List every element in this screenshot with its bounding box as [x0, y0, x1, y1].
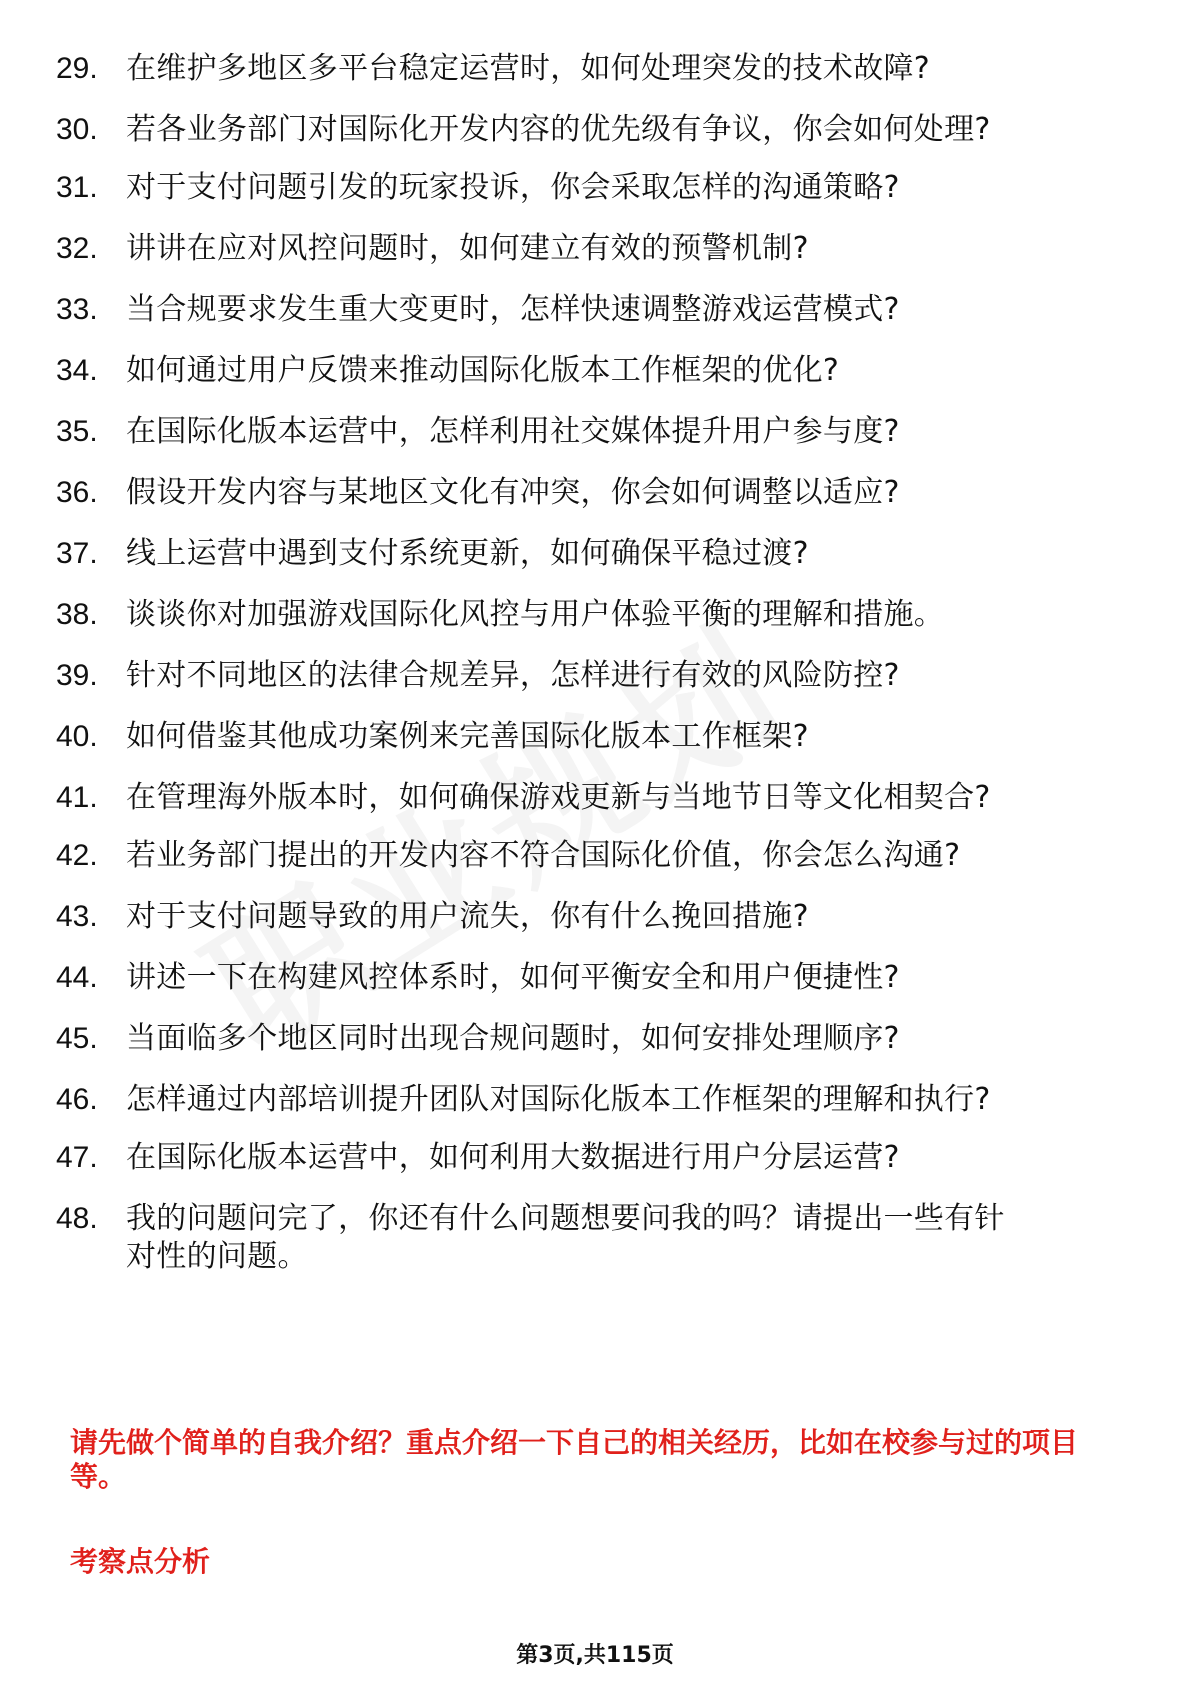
question-number: 41. — [56, 781, 98, 814]
question-text: 怎样通过内部培训提升团队对国际化版本工作框架的理解和执行? — [126, 1082, 991, 1117]
question-number: 44. — [56, 961, 98, 994]
question-number: 30. — [56, 113, 98, 146]
question-item — [56, 779, 1116, 817]
question-text: 当面临多个地区同时出现合规问题时，如何安排处理顺序? — [126, 1021, 900, 1056]
page-footer: 第3页,共115页 — [516, 1643, 674, 1668]
question-item — [56, 1200, 1116, 1276]
question-text: 如何借鉴其他成功案例来完善国际化版本工作框架? — [126, 719, 809, 754]
question-text: 线上运营中遇到支付系统更新，如何确保平稳过渡? — [126, 536, 809, 571]
question-text: 针对不同地区的法律合规差异，怎样进行有效的风险防控? — [126, 658, 900, 693]
question-number: 42. — [56, 839, 98, 872]
question-text: 对于支付问题引发的玩家投诉，你会采取怎样的沟通策略? — [126, 170, 900, 205]
question-item — [56, 169, 1116, 207]
question-text: 我的问题问完了，你还有什么问题想要问我的吗？请提出一些有针对性的问题。 — [126, 1201, 1005, 1274]
question-text: 谈谈你对加强游戏国际化风控与用户体验平衡的理解和措施。 — [126, 597, 945, 632]
question-item — [56, 474, 1116, 512]
question-item — [56, 1081, 1116, 1119]
question-number: 31. — [56, 171, 98, 204]
question-text: 在国际化版本运营中，如何利用大数据进行用户分层运营? — [126, 1140, 900, 1175]
question-item — [56, 596, 1116, 634]
question-text: 假设开发内容与某地区文化有冲突，你会如何调整以适应? — [126, 475, 900, 510]
question-number: 43. — [56, 900, 98, 933]
question-item — [56, 718, 1116, 756]
question-text: 对于支付问题导致的用户流失，你有什么挽回措施? — [126, 899, 809, 934]
question-number: 37. — [56, 537, 98, 570]
question-text: 如何通过用户反馈来推动国际化版本工作框架的优化? — [126, 353, 840, 388]
question-item — [56, 111, 1116, 149]
question-number: 40. — [56, 720, 98, 753]
question-number: 39. — [56, 659, 98, 692]
question-item — [56, 959, 1116, 997]
question-list — [56, 50, 1116, 1296]
question-item — [56, 1139, 1116, 1177]
question-item — [56, 413, 1116, 451]
question-text: 若各业务部门对国际化开发内容的优先级有争议，你会如何处理? — [126, 112, 991, 147]
question-text: 在国际化版本运营中，怎样利用社交媒体提升用户参与度? — [126, 414, 900, 449]
question-number: 33. — [56, 293, 98, 326]
question-number: 38. — [56, 598, 98, 631]
question-item — [56, 50, 1116, 88]
question-number: 48. — [56, 1202, 98, 1235]
question-text: 若业务部门提出的开发内容不符合国际化价值，你会怎么沟通? — [126, 838, 961, 873]
question-item — [56, 1020, 1116, 1058]
question-number: 32. — [56, 232, 98, 265]
question-text: 在管理海外版本时，如何确保游戏更新与当地节日等文化相契合? — [126, 780, 991, 815]
question-number: 46. — [56, 1083, 98, 1116]
question-number: 34. — [56, 354, 98, 387]
question-number: 35. — [56, 415, 98, 448]
question-item — [56, 657, 1116, 695]
question-number: 29. — [56, 52, 98, 85]
question-text: 在维护多地区多平台稳定运营时，如何处理突发的技术故障? — [126, 51, 931, 86]
question-number: 36. — [56, 476, 98, 509]
question-text: 讲讲在应对风控问题时，如何建立有效的预警机制? — [126, 231, 809, 266]
question-item — [56, 291, 1116, 329]
analysis-heading: 考察点分析 — [70, 1545, 211, 1578]
question-number: 45. — [56, 1022, 98, 1055]
question-item — [56, 898, 1116, 936]
question-item — [56, 535, 1116, 573]
question-text: 当合规要求发生重大变更时，怎样快速调整游戏运营模式? — [126, 292, 900, 327]
question-item — [56, 230, 1116, 268]
question-item — [56, 837, 1116, 875]
self-intro-prompt: 请先做个简单的自我介绍？重点介绍一下自己的相关经历，比如在校参与过的项目等。 — [70, 1426, 1079, 1493]
question-number: 47. — [56, 1141, 98, 1174]
question-item — [56, 352, 1116, 390]
question-text: 讲述一下在构建风控体系时，如何平衡安全和用户便捷性? — [126, 960, 900, 995]
